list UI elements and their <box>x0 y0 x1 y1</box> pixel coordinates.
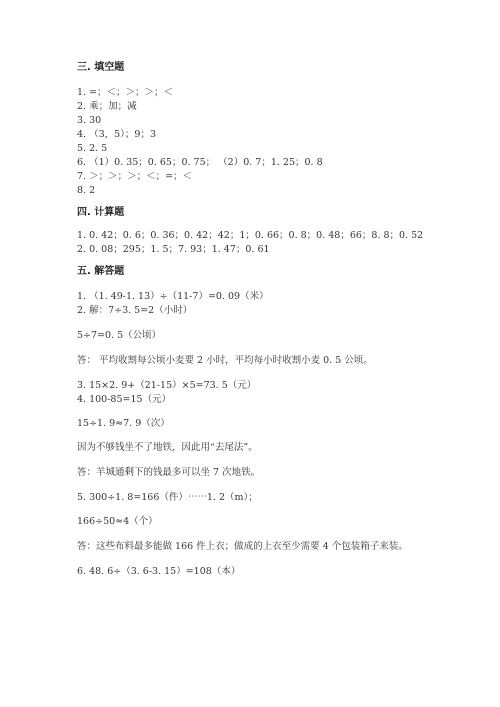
answer-line: 答：羊城通剩下的钱最多可以坐 7 次地铁。 <box>77 467 261 478</box>
answer-line: 166÷50≈4（个） <box>77 516 158 527</box>
answer-line: 6. （1）0. 35；0. 65；0. 75； （2）0. 7；1. 25；0. 8 <box>77 157 323 168</box>
answer-line: 1. （1. 49-1. 13）÷（11-7）=0. 09（米） <box>77 291 269 302</box>
answer-line: 15÷1. 9≈7. 9（次） <box>77 418 170 429</box>
answer-line: 答： 平均收割每公顷小麦要 2 小时，平均每小时收割小麦 0. 5 公顷。 <box>77 355 373 366</box>
answer-line: 2. 解：7÷3. 5=2（小时） <box>77 305 193 316</box>
answer-line: 2. 乘；加；减 <box>77 101 137 112</box>
answer-line: 5÷7=0. 5（公顷） <box>77 330 162 341</box>
answer-line: 5. 2. 5 <box>77 143 108 154</box>
answer-line: 3. 15×2. 9+（21-15）×5=73. 5（元） <box>77 380 257 391</box>
answer-line: 答：这些布料最多能做 166 件上衣；做成的上衣至少需要 4 个包装箱子来装。 <box>77 541 408 552</box>
answer-line: 1. =；＜；＞；＞；＜ <box>77 87 174 98</box>
section-3-heading: 三. 填空题 <box>77 62 125 73</box>
section-5-heading: 五. 解答题 <box>77 266 125 277</box>
answer-line: 5. 300÷1. 8=166（件）⋯⋯1. 2（m）； <box>77 492 258 503</box>
answer-line: 6. 48. 6÷（3. 6-3. 15）=108（本） <box>77 566 241 577</box>
answer-line: 8. 2 <box>77 185 96 196</box>
answer-line: 1. 0. 42；0. 6；0. 36；0. 42；42；1；0. 66；0. 8；0. 48；66；8. 8；0. 52 <box>77 230 424 241</box>
section-4-heading: 四. 计算题 <box>77 207 125 218</box>
answer-line: 4. 100-85=15（元） <box>77 394 172 405</box>
answer-line: 7. ＞；＞；＞；＜；=；＜ <box>77 171 193 182</box>
answer-line: 3. 30 <box>77 115 102 126</box>
answer-line: 4. （3，5）；9；3 <box>77 129 157 140</box>
answer-line: 2. 0. 08；295；1. 5；7. 93；1. 47；0. 61 <box>77 244 270 255</box>
answer-line: 因为不够钱坐不了地铁，因此用“去尾法”。 <box>77 442 258 453</box>
